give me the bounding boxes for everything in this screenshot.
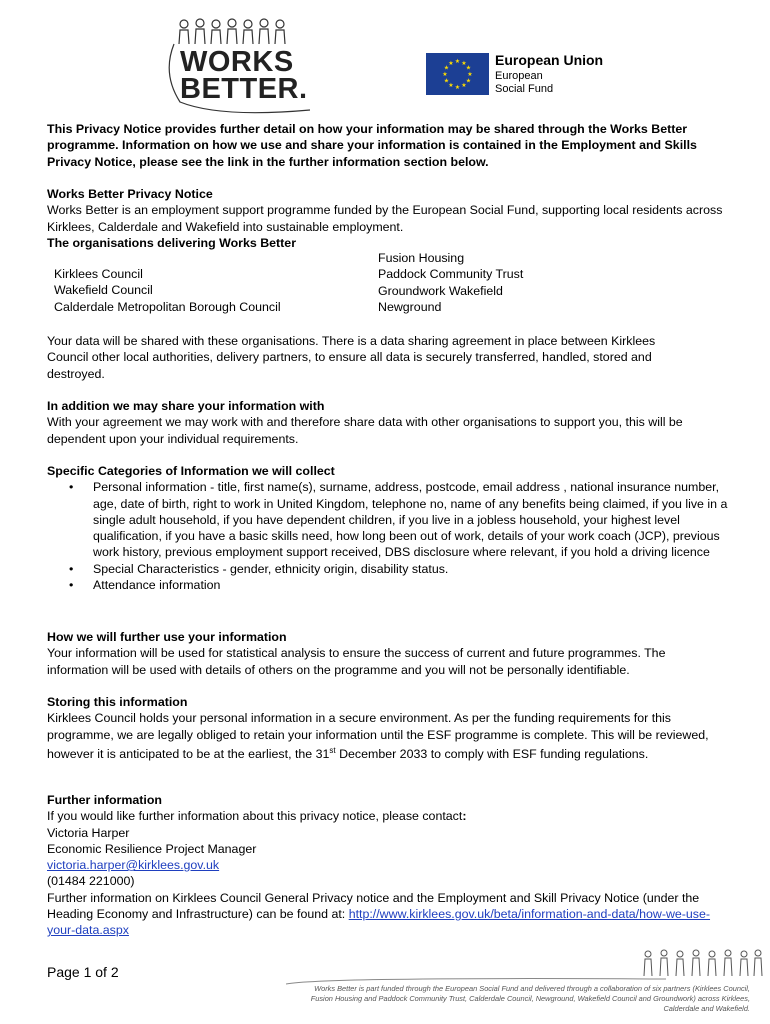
further-use-heading: How we will further use your information <box>47 630 287 644</box>
further-info-section <box>47 792 727 939</box>
list-item: • Special Characteristics - gender, ethnicity origin, disability status. <box>69 561 449 576</box>
svg-text:★: ★ <box>442 71 448 78</box>
org-item: Groundwork Wakefield <box>378 283 503 298</box>
privacy-url-link[interactable]: http://www.kirklees.gov.uk/beta/information-and-data/how-we-use-your-data.aspx <box>47 907 711 938</box>
org-item: Calderdale Metropolitan Borough Council <box>54 299 281 314</box>
svg-text:★: ★ <box>443 64 450 72</box>
svg-text:★: ★ <box>454 58 461 65</box>
intro-paragraph: This Privacy Notice provides further detail on how your information may be shared through the Works Better programme. Information on how we use and share your information is contained in the Employment and Skills Privacy Notice, please see the link in the further information section below. <box>47 122 697 169</box>
orgs-right-list <box>378 250 523 315</box>
contact-role: Economic Resilience Project Manager <box>47 841 257 856</box>
svg-text:★: ★ <box>448 82 454 89</box>
storing-section <box>47 694 714 762</box>
svg-text:★: ★ <box>461 60 467 67</box>
svg-text:★: ★ <box>467 71 473 78</box>
storing-body: Kirklees Council holds your personal information in a secure environment. As per the funding requirements for this programme, we are legally obliged to retain your information until the ESF programme is complete. This will be reviewed, however it is anticipated to be at the earliest, the 31st December 2033 to comply with ESF funding regulations. <box>47 711 709 762</box>
org-item: Wakefield Council <box>54 283 153 298</box>
further-use-section <box>47 629 712 678</box>
contact-name: Victoria Harper <box>47 825 130 840</box>
footer-divider <box>286 972 676 982</box>
org-item: Fusion Housing <box>378 251 465 265</box>
further-use-body: Your information will be used for statistical analysis to ensure the success of current and future programmes. The information will be used with details of others on the programme and you will not be personally identifiable. <box>47 646 666 677</box>
privacy-body: Works Better is an employment support programme funded by the European Social Fund, supporting local residents across Kirklees, Calderdale and Wakefield into sustainable employment. <box>47 203 723 234</box>
bullet-icon: • <box>69 578 74 593</box>
svg-text:★: ★ <box>465 77 472 85</box>
additional-body: With your agreement we may work with and therefore share data with other organisations to support you, this will be dependent upon your individual requirements. <box>47 415 683 446</box>
more-info-paragraph: Further information on Kirklees Council General Privacy notice and the Employment and Skill Privacy Notice (under the Heading Economy and Infrastructure) can be found at: http://www.kirklees.gov.uk/beta/information-and-data/how-we-use-your-data.aspx <box>47 890 711 938</box>
org-item: Paddock Community Trust <box>378 267 524 282</box>
logo-line-2: BETTER. <box>180 73 308 105</box>
orgs-left-list <box>54 266 281 315</box>
footer-people-icon <box>638 948 766 980</box>
svg-text:★: ★ <box>454 84 461 91</box>
bullet-icon: • <box>69 561 74 576</box>
further-info-heading: Further information <box>47 793 162 807</box>
org-item: Newground <box>378 299 442 314</box>
additional-section <box>47 398 722 447</box>
page-number: Page 1 of 2 <box>47 964 119 980</box>
eu-title: European Union <box>495 52 604 68</box>
privacy-section <box>47 186 737 251</box>
categories-list <box>47 479 737 593</box>
org-item: Kirklees Council <box>54 267 143 281</box>
logo-line-1: WORKS <box>180 46 294 78</box>
footer-note: Works Better is part funded through the European Social Fund and delivered through a collaboration of six partners (Kirklees Council, Fusion Housing and Paddock Community Trust, Calderdale Council, Newground, Wakefield Council and Groundwork) across Kirklees, Calderdale and Wakefield. <box>310 984 750 1013</box>
list-item: • Attendance information <box>69 578 221 593</box>
privacy-heading: Works Better Privacy Notice <box>47 187 213 201</box>
eu-subtitle: European Social Fund <box>495 70 554 95</box>
contact-phone: (01484 221000) <box>47 874 135 889</box>
svg-text:★: ★ <box>448 60 454 67</box>
works-better-logo <box>160 14 320 114</box>
svg-text:★: ★ <box>443 77 450 85</box>
contact-line: If you would like further information about this privacy notice, please contact: <box>47 809 467 824</box>
storing-heading: Storing this information <box>47 695 188 709</box>
contact-email-link[interactable]: victoria.harper@kirklees.gov.uk <box>47 858 220 873</box>
svg-text:★: ★ <box>465 64 472 72</box>
categories-section <box>47 463 737 593</box>
svg-text:★: ★ <box>461 82 467 89</box>
additional-heading: In addition we may share your information with <box>47 399 325 413</box>
sharing-paragraph: Your data will be shared with these organisations. There is a data sharing agreement in place between Kirklees Council other local authorities, delivery partners, to ensure all data is securely transferred, handled, stored and destroyed. <box>47 334 656 381</box>
categories-heading: Specific Categories of Information we will collect <box>47 464 335 478</box>
orgs-heading: The organisations delivering Works Better <box>47 235 297 250</box>
eu-flag-icon <box>426 53 489 95</box>
list-item: • Personal information - title, first name(s), surname, address, postcode, email address , national insurance number, age, date of birth, right to work in United Kingdom, telephone no, name of any benefits being claimed, if you live in a single adult household, if you have dependent children, if you live in a jobless household, your highest level qualification, if you have a basic skills need, how long been out of work, details of your work coach (JCP), previous work history, previous employment support received, DBS disclosure where relevant, if you hold a driving licence <box>69 480 728 560</box>
bullet-icon: • <box>69 480 74 495</box>
